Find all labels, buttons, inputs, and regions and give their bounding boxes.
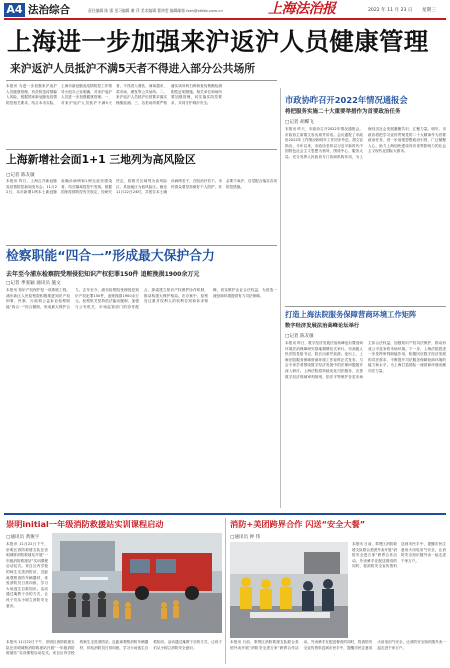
fire-headline: 崇明initial一年级消防救援站实训课程启动 xyxy=(6,519,164,529)
cppcc-byline: □记者 胡蝶飞 xyxy=(285,120,314,125)
food-headline: 消防+美团跨界合作 闪送“安全大餐” xyxy=(230,519,366,529)
issue-weekday: 星期三 xyxy=(422,8,436,13)
food-byline: □通讯员 钟 伟 xyxy=(230,535,261,540)
community-headline: 上海新增社会面1+1 三地列为高风险区 xyxy=(6,153,196,166)
masthead-logo: 上海法治报 xyxy=(268,1,336,17)
cppcc-subhead: 将把服务实施二十大重要举措作为首要政治任务 xyxy=(285,109,401,115)
court-body: 本报讯 昨日，数字经济发展法治高峰论坛暨营商环境法治保障研究基地揭牌仪式举行。市高级人民法院党组书记、院长出席并致辞。论坛上，上海法院服务保障营商环境工作矩阵正式发布。与会专家学者围绕数字经济发展中的法律问题展开深入研讨。上海法院将持续优化司法服务，完善数字经济领域审判规则，依法平等保护各类市场主体合法权益，加强知识产权司法保护，推动形成公平竞争的市场环境。下一步，上海法院将进一步发挥审判职能作用，积极回应数字经济发展的司法需求，不断提升司法服务保障营商环境的能力和水平，为上海打造国际一流营商环境贡献司法力量。 xyxy=(285,341,446,379)
procuratorate-subhead: 去年至今浦东检察院受理侵犯知识产权犯罪150件 追赃挽损1900余万元 xyxy=(6,271,200,278)
lead-subhead: 来沪返沪人员抵沪不满5天者不得进入部分公共场所 xyxy=(10,62,256,75)
column-divider xyxy=(280,88,281,508)
bottom-column-divider xyxy=(225,518,226,664)
food-body: 本报讯 日前，奉贤区消防救援支队联合美团外卖开展“消防安全进万家”跨界合作活动。外卖骑手在配送餐食的同时，将消防安全宣传资料送到市民手中，提醒市民注意用火用电用气安全，让消防安全知识随外卖一起走进千家万户。 xyxy=(352,542,446,569)
lead-headline: 上海进一步加强来沪返沪人员健康管理 xyxy=(7,27,429,56)
food-delivery-photo xyxy=(230,542,348,638)
lead-body: 本报讯 为进一步加强来沪返沪人员健康管理，有效防范疫情输入风险，根据国家新冠肺炎疫情防控相关要求，结合本市实际，上海市新冠肺炎疫情防控工作领导小组办公室明确，对来沪返沪人员进一步加强健康管理。一、对来沪返沪人员抵沪不满5天者，不得进入餐饮、商场超市、菜市场、理发等公共场所。二、来沪返沪人员抵沪后按要求落实核酸检测。三、各类场所要严格落实场所码扫码和查验核酸检测阴性证明措施。相关单位和场所要加强管理，切实落实防控要求，共同守护城市安全。 xyxy=(6,84,222,105)
procuratorate-headline: 检察职能“四合一”形成最大保护合力 xyxy=(6,249,215,264)
page-number-badge: A4 xyxy=(4,3,25,17)
court-headline: 打造上海法院服务保障营商环境工作矩阵 xyxy=(285,310,417,319)
fire-body-tail: 本报讯 11月22日下午，崇明区消防救援支队在崇明城桥消防救援站开展“一年级消防救援站”实训课程启动仪式。来自区内学校的师生走进消防站，近距离观察消防车辆器材，体验消防员日常训练，学习火场逃生自救知识。活动通过寓教于乐的方式，让孩子们从小树立消防安全意识。 xyxy=(6,640,222,656)
community-byline: □记者 陈友敏 xyxy=(6,173,35,178)
court-byline: □记者 陈友敏 xyxy=(285,334,314,339)
community-divider xyxy=(6,245,277,246)
editor-line: 责任编辑 陈 强 见习编辑 谢 萍 美术编辑 曹鸿雯 编辑邮箱 fzzh@shfzb.com.cn xyxy=(88,8,223,13)
community-body: 本报讯 昨日，上海召开新冠肺炎疫情防控新闻发布会。11月22日，本市新增1例本土新冠肺炎确诊病例和1例无症状感染者，均在隔离管控中发现。根据国家疫情防控有关规定，经研究决定，将相关区域列为高风险区，其他地区为低风险区。截至11月22日24时，共报告本土确诊病例若干，在院治疗若干。市民群众要坚持做好个人防护，非必要不离沪，自觉配合落实各项防控措施。 xyxy=(6,179,277,195)
masthead-rule xyxy=(4,18,446,20)
cppcc-body: 本报讯 昨天，市政协召开2022年情况通报会。市政协主席胡文容出席并讲话。会议通报了市政协2022年工作情况和明年工作初步考虑。胡文容指出，今年以来，市政协坚持以习近平新时代中国特色社会主义思想为指导，围绕中心、服务大局，充分发挥人民政协专门协商机构作用，为上海经济社会发展凝聚共识、汇聚力量。明年，市政协将把学习宣传贯彻党的二十大精神作为首要政治任务，进一步加强思想政治引领，广泛凝聚人心，助力上海加快建设具有世界影响力的社会主义现代化国际大都市。 xyxy=(285,127,446,159)
fire-training-photo xyxy=(52,533,222,633)
issue-date: 2022 年 11 月 23 日 xyxy=(368,8,413,13)
food-delivery-photo-art xyxy=(230,542,348,638)
bottom-section-rule xyxy=(4,513,446,515)
section-name: 法治综合 xyxy=(28,4,70,16)
fire-body: 本报讯 11月22日下午，崇明区消防救援支队在崇明城桥消防救援站开展“一年级消防救援站”实训课程启动仪式。来自区内学校的师生走进消防站，近距离观察消防车辆器材，体验消防员日常训练，学习火场逃生自救知识。活动通过寓教于乐的方式，让孩子们从小树立消防安全意识。 xyxy=(6,542,48,608)
cppcc-headline: 市政协昨召开2022年情况通报会 xyxy=(285,95,408,105)
fire-byline: □通讯员 黄俊宇 xyxy=(6,535,40,540)
procuratorate-body: 本报讯 知识产权保护是一项系统工程。浦东新区人民检察院积极推进知识产权刑事、民事、行政和公益诉讼检察职能“四合一”综合履职，形成最大保护合力。去年至今，浦东检察院受理侵犯知识产权犯罪150件，追赃挽损1900余万元。检察机关坚持依法能动履职，加强与公安机关、市场监管部门的协作配合，探索建立知识产权保护协作机制，推动构建大保护格局。在办案中，检察官注重对权利人的权利告知和诉求保障，切实维护企业合法权益，为营造一流营商环境提供有力司法保障。 xyxy=(6,288,277,309)
procuratorate-byline: □记者 季张颖 通讯员 施文 xyxy=(6,281,61,286)
lead-rule xyxy=(6,80,277,81)
cppcc-divider xyxy=(285,306,446,307)
fire-training-photo-art xyxy=(52,533,222,633)
court-subhead: 数字经济发展法治高峰论坛举行 xyxy=(285,323,360,329)
lead-divider xyxy=(6,149,277,150)
food-body-tail: 本报讯 日前，奉贤区消防救援支队联合美团外卖开展“消防安全进万家”跨界合作活动。外卖骑手在配送餐食的同时，将消防安全宣传资料送到市民手中，提醒市民注意用火用电用气安全，让消防安全知识随外卖一起走进千家万户。 xyxy=(230,640,446,650)
